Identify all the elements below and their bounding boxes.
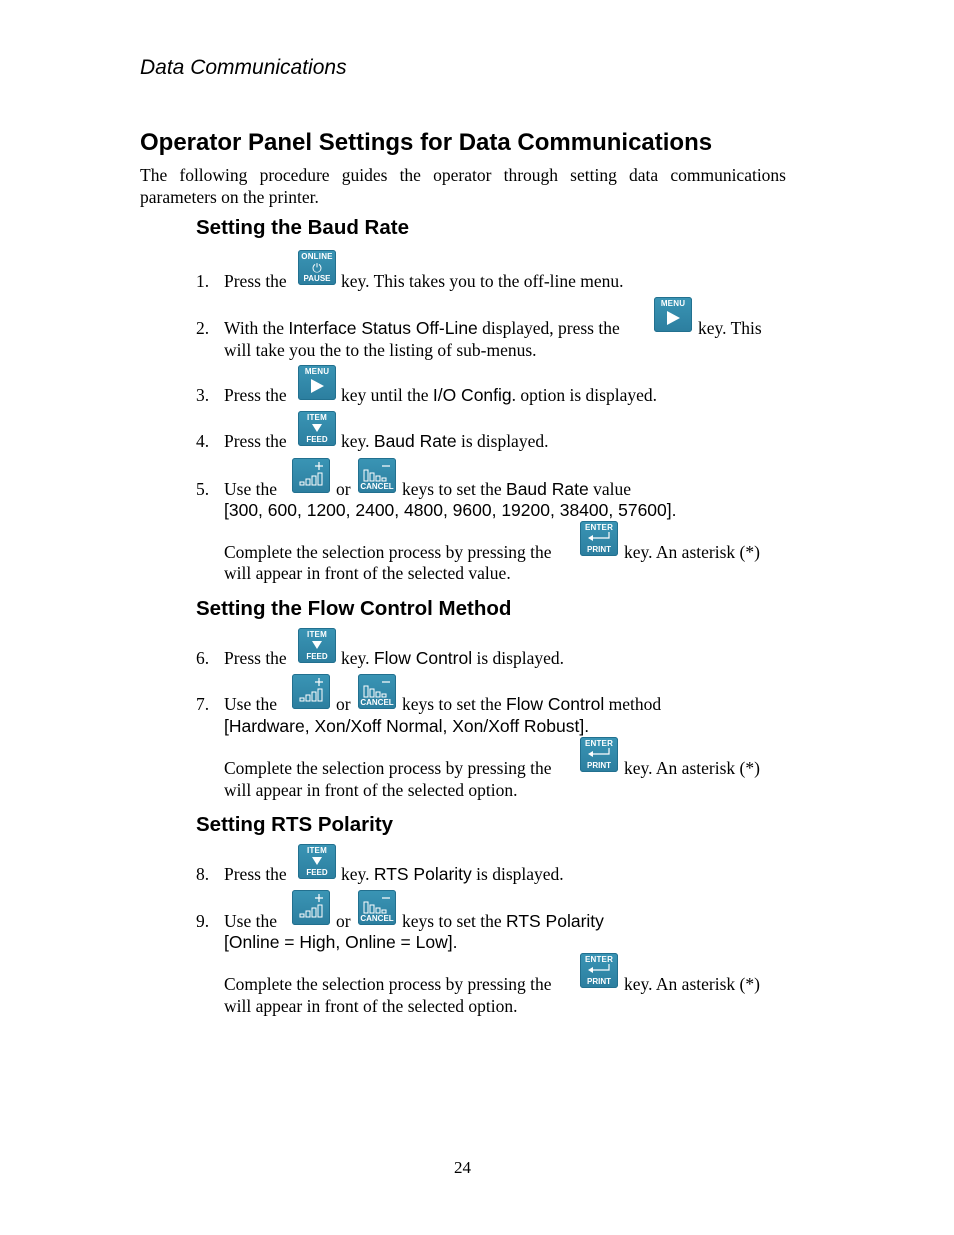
minus-cancel-key-icon: CANCEL <box>358 458 396 493</box>
menu-item-name: RTS Polarity <box>506 911 604 931</box>
plus-key-icon <box>292 674 330 709</box>
option-values: [Hardware, Xon/Xoff Normal, Xon/Xoff Robust]. <box>224 716 590 736</box>
step-text: or <box>336 479 351 499</box>
step-text: Complete the selection process by pressing the <box>224 758 552 778</box>
step-text: or <box>336 911 351 931</box>
menu-item-name: Flow Control <box>373 648 473 668</box>
step-text: will appear in front of the selected option. <box>224 996 518 1016</box>
minus-cancel-key-icon: CANCEL <box>358 674 396 709</box>
enter-print-key-icon: ENTER PRINT <box>580 737 618 772</box>
online-pause-key-icon: ONLINE ⏻ PAUSE <box>298 250 336 285</box>
step-number: 5. <box>196 479 210 499</box>
step-text: keys to set the RTS Polarity <box>402 911 604 931</box>
step-text: Press the <box>224 431 287 451</box>
step-text: key. An asterisk (*) <box>624 758 760 778</box>
step-text: key. An asterisk (*) <box>624 974 760 994</box>
menu-item-name: I/O Config <box>432 385 512 405</box>
enter-print-key-icon: ENTER PRINT <box>580 953 618 988</box>
step-text: Complete the selection process by pressing the <box>224 974 552 994</box>
menu-item-name: Baud Rate <box>506 479 589 499</box>
step-text: will take you the to the listing of sub-menus. <box>224 340 537 360</box>
step-text: Complete the selection process by pressing the <box>224 542 552 562</box>
menu-key-icon: MENU <box>298 365 336 400</box>
step-text: or <box>336 694 351 714</box>
step-text: Press the <box>224 864 287 884</box>
step-number: 3. <box>196 385 210 405</box>
page-number: 24 <box>454 1158 471 1177</box>
step-text: Use the <box>224 479 277 499</box>
menu-key-icon: MENU <box>654 297 692 332</box>
step-number: 4. <box>196 431 210 451</box>
step-text: keys to set the Flow Control method <box>402 694 662 714</box>
item-feed-key-icon: ITEM FEED <box>298 844 336 879</box>
step-text: will appear in front of the selected option. <box>224 780 518 800</box>
step-text: key until the I/O Config. option is displayed. <box>341 385 657 405</box>
step-number: 6. <box>196 648 210 668</box>
step-text: key. This <box>698 318 762 338</box>
step-text: key. Baud Rate is displayed. <box>341 431 549 451</box>
step-text: Press the <box>224 271 287 291</box>
menu-item-name: RTS Polarity <box>373 864 472 884</box>
item-feed-key-icon: ITEM FEED <box>298 628 336 663</box>
step-text: key. This takes you to the off-line menu. <box>341 271 624 291</box>
option-values: [300, 600, 1200, 2400, 4800, 9600, 19200, 38400, 57600]. <box>224 500 677 520</box>
enter-print-key-icon: ENTER PRINT <box>580 521 618 556</box>
plus-key-icon <box>292 890 330 925</box>
step-text: With the Interface Status Off-Line displayed, press the <box>224 318 620 338</box>
step-text: keys to set the Baud Rate value <box>402 479 631 499</box>
running-header: Data Communications <box>140 56 347 79</box>
step-number: 1. <box>196 271 210 291</box>
menu-item-name: Baud Rate <box>373 431 457 451</box>
heading-flow-control: Setting the Flow Control Method <box>196 597 512 620</box>
step-text: key. An asterisk (*) <box>624 542 760 562</box>
page-title: Operator Panel Settings for Data Communications <box>140 129 713 156</box>
option-values: [Online = High, Online = Low]. <box>224 932 458 952</box>
step-number: 8. <box>196 864 210 884</box>
menu-item-name: Flow Control <box>506 694 605 714</box>
step-text: will appear in front of the selected value. <box>224 563 511 583</box>
minus-cancel-key-icon: CANCEL <box>358 890 396 925</box>
step-text: Use the <box>224 694 277 714</box>
step-text: key. RTS Polarity is displayed. <box>341 864 564 884</box>
intro-paragraph: The following procedure guides the operator through setting data communications parameters on the printer. <box>140 165 786 207</box>
step-text: Press the <box>224 648 287 668</box>
item-feed-key-icon: ITEM FEED <box>298 411 336 446</box>
heading-rts-polarity: Setting RTS Polarity <box>196 813 394 836</box>
step-text: Press the <box>224 385 287 405</box>
plus-key-icon <box>292 458 330 493</box>
menu-item-name: Interface Status Off-Line <box>288 318 478 338</box>
step-number: 2. <box>196 318 210 338</box>
step-text: Use the <box>224 911 277 931</box>
heading-baud-rate: Setting the Baud Rate <box>196 216 409 239</box>
step-number: 7. <box>196 694 210 714</box>
step-text: key. Flow Control is displayed. <box>341 648 564 668</box>
step-number: 9. <box>196 911 210 931</box>
